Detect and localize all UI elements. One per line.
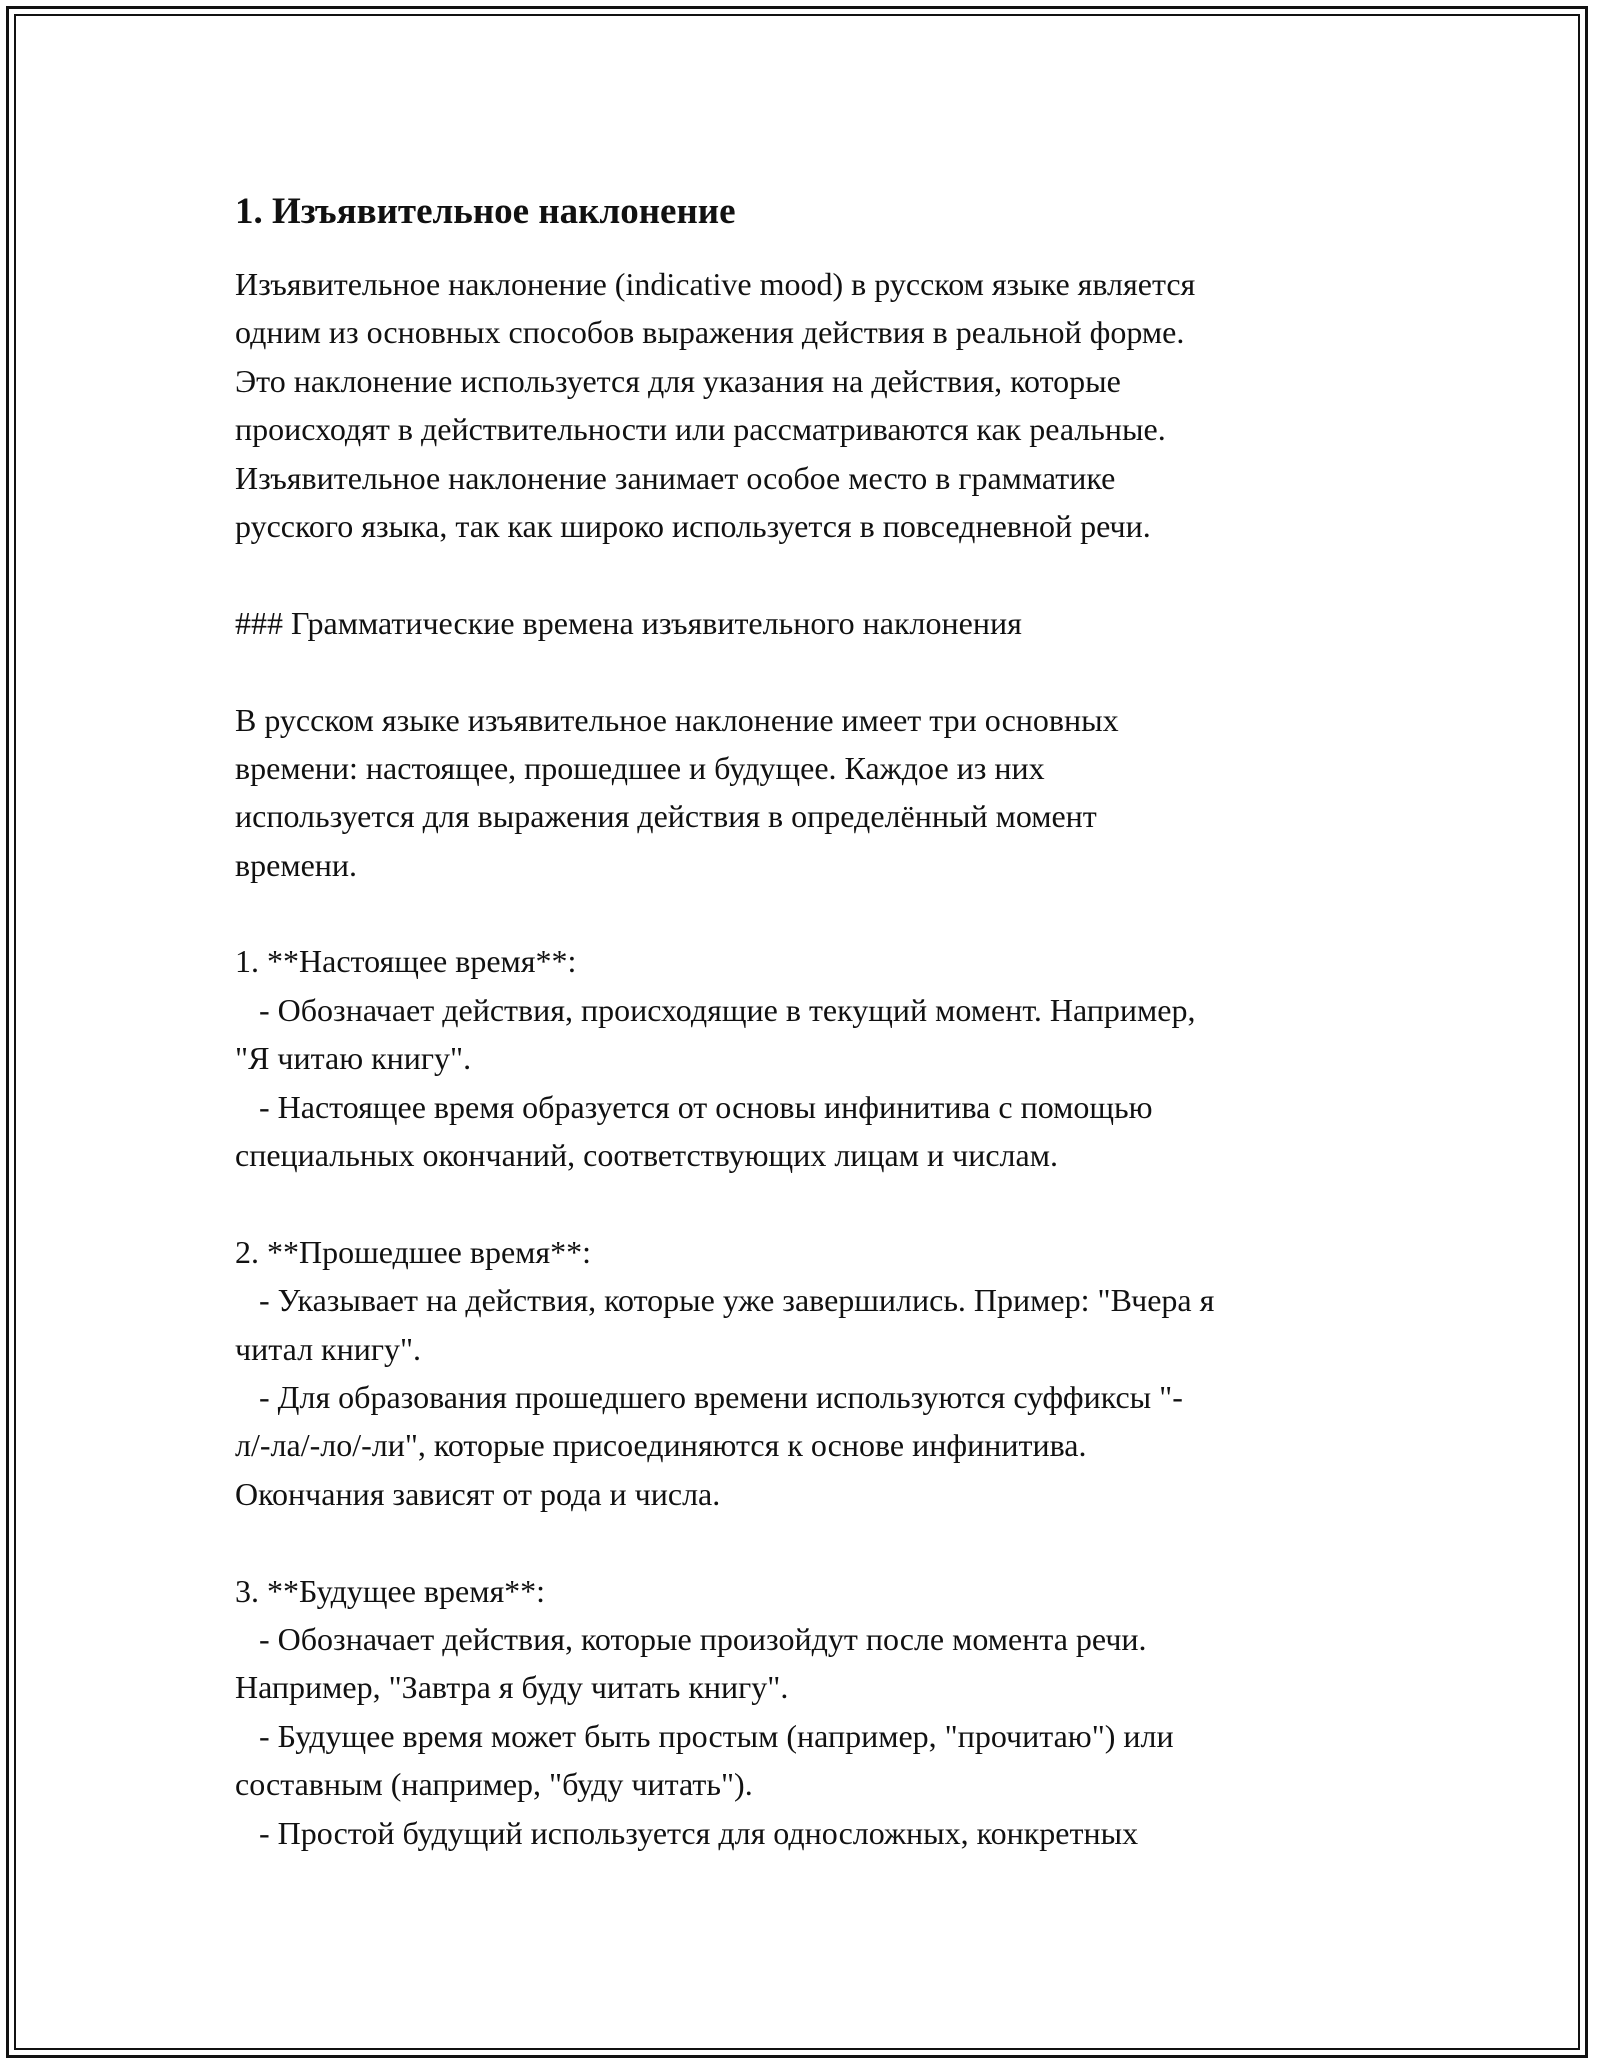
text-line: - Для образования прошедшего времени используются суффиксы "- bbox=[235, 1378, 1183, 1415]
intro-paragraph bbox=[235, 260, 1375, 550]
text-line: "Я читаю книгу". bbox=[235, 1040, 472, 1077]
text-line: времени: настоящее, прошедшее и будущее. Каждое из них bbox=[235, 749, 1045, 786]
text-line: В русском языке изъявительное наклонение имеет три основных bbox=[235, 701, 1119, 738]
document-body bbox=[235, 188, 1375, 1857]
text-line: Окончания зависят от рода и числа. bbox=[235, 1475, 721, 1512]
list-item-title: 3. **Будущее время**: bbox=[235, 1572, 546, 1609]
text-line: Изъявительное наклонение занимает особое место в грамматике bbox=[235, 459, 1116, 496]
list-item-present bbox=[235, 937, 1375, 1179]
list-item-past bbox=[235, 1228, 1375, 1518]
list-item-title: 2. **Прошедшее время**: bbox=[235, 1233, 592, 1270]
text-line: специальных окончаний, соответствующих лицам и числам. bbox=[235, 1137, 1058, 1174]
blank-line bbox=[235, 1179, 1375, 1227]
list-item-future bbox=[235, 1567, 1375, 1857]
text-line: составным (например, "буду читать"). bbox=[235, 1766, 753, 1803]
blank-line bbox=[235, 1518, 1375, 1566]
text-line: - Будущее время может быть простым (например, "прочитаю") или bbox=[235, 1717, 1174, 1754]
blank-line bbox=[235, 647, 1375, 695]
subheading: ### Грамматические времена изъявительного наклонения bbox=[235, 604, 1022, 641]
text-line: - Обозначает действия, которые произойдут после момента речи. bbox=[235, 1620, 1147, 1657]
blank-line bbox=[235, 550, 1375, 598]
text-line: - Простой будущий используется для односложных, конкретных bbox=[235, 1814, 1139, 1851]
text-line: - Обозначает действия, происходящие в текущий момент. Например, bbox=[235, 991, 1196, 1028]
blank-line bbox=[235, 889, 1375, 937]
text-line: - Указывает на действия, которые уже завершились. Пример: "Вчера я bbox=[235, 1282, 1215, 1319]
text-line: Это наклонение используется для указания на действия, которые bbox=[235, 362, 1121, 399]
text-line: Например, "Завтра я буду читать книгу". bbox=[235, 1669, 789, 1706]
text-line: используется для выражения действия в определённый момент bbox=[235, 798, 1097, 835]
text-line: л/-ла/-ло/-ли", которые присоединяются к основе инфинитива. bbox=[235, 1427, 1087, 1464]
text-line: - Настоящее время образуется от основы инфинитива с помощью bbox=[235, 1088, 1153, 1125]
text-line: Изъявительное наклонение (indicative mood) в русском языке является bbox=[235, 266, 1196, 302]
tenses-paragraph bbox=[235, 696, 1375, 890]
text-line: читал книгу". bbox=[235, 1330, 422, 1367]
text-line: одним из основных способов выражения действия в реальной форме. bbox=[235, 314, 1185, 351]
text-line: происходят в действительности или рассматриваются как реальные. bbox=[235, 411, 1166, 448]
text-line: русского языка, так как широко используется в повседневной речи. bbox=[235, 507, 1151, 544]
text-line: времени. bbox=[235, 846, 358, 883]
section-heading: 1. Изъявительное наклонение bbox=[235, 191, 736, 232]
list-item-title: 1. **Настоящее время**: bbox=[235, 943, 577, 980]
